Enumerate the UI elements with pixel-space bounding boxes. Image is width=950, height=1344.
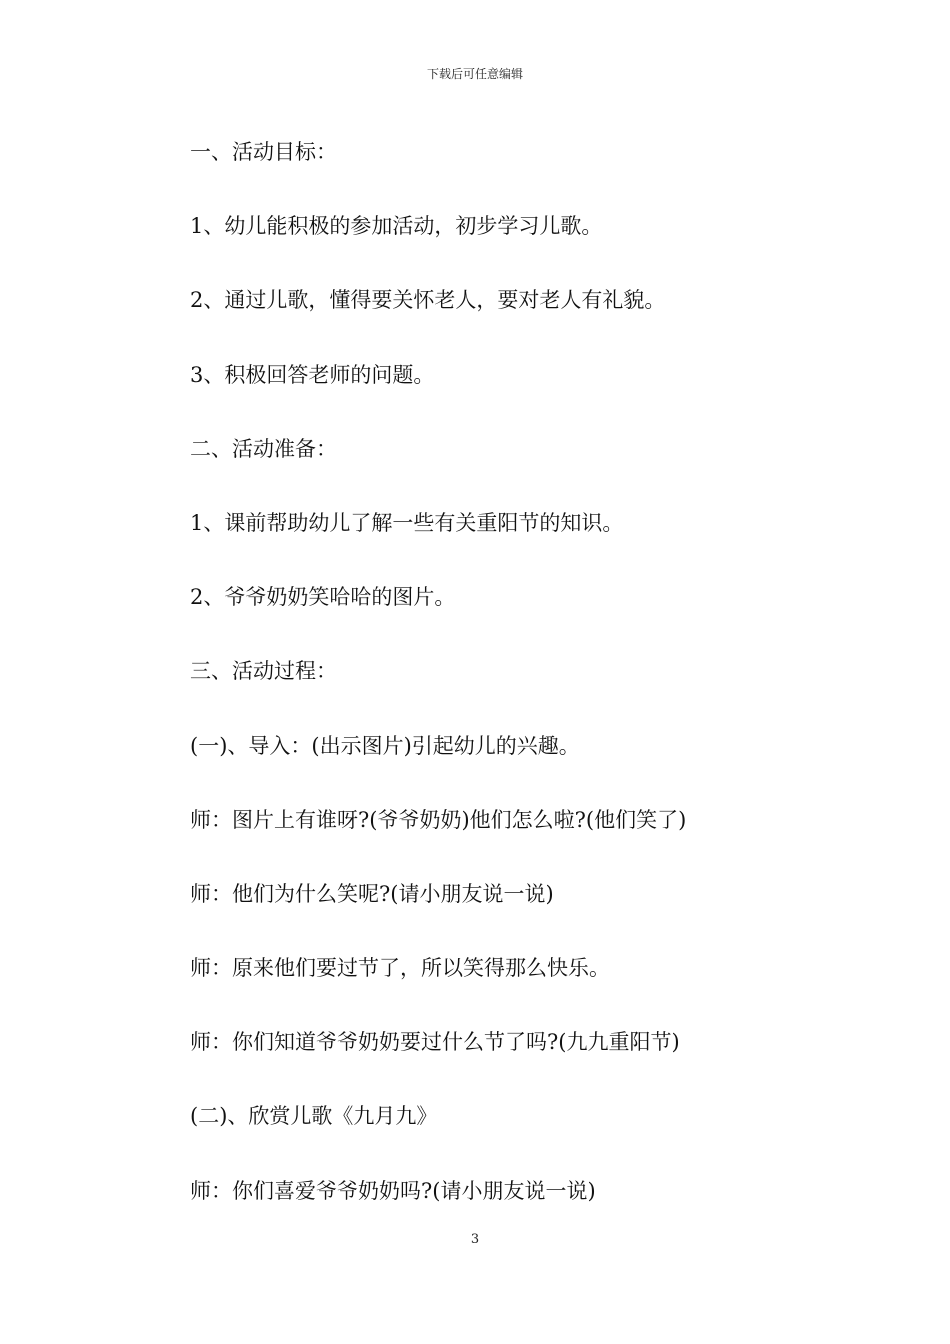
paragraph: 1、课前帮助幼儿了解一些有关重阳节的知识。 <box>190 510 624 535</box>
paragraph: 师：你们知道爷爷奶奶要过什么节了吗?(九九重阳节) <box>190 1030 680 1055</box>
page-number: 3 <box>470 1232 480 1247</box>
paragraph: 师：他们为什么笑呢?(请小朋友说一说) <box>190 881 554 906</box>
paragraph: 3、积极回答老师的问题。 <box>190 362 435 387</box>
paragraph: 2、通过儿歌，懂得要关怀老人，要对老人有礼貌。 <box>190 288 666 313</box>
section-heading-goals: 一、活动目标： <box>190 140 337 164</box>
paragraph: 师：你们喜爱爷爷奶奶吗?(请小朋友说一说) <box>190 1178 596 1203</box>
paragraph: 1、幼儿能积极的参加活动，初步学习儿歌。 <box>190 214 603 239</box>
section-heading-preparation: 二、活动准备： <box>190 436 337 461</box>
paragraph: (二)、欣赏儿歌《九月九》 <box>190 1104 438 1129</box>
page-header: 下载后可任意编辑 <box>426 67 523 81</box>
paragraph: (一)、导入：(出示图片)引起幼儿的兴趣。 <box>190 733 580 758</box>
section-heading-process: 三、活动过程： <box>190 659 337 684</box>
document-body <box>190 134 830 1247</box>
paragraph: 师：图片上有谁呀?(爷爷奶奶)他们怎么啦?(他们笑了) <box>190 807 687 832</box>
paragraph: 师：原来他们要过节了，所以笑得那么快乐。 <box>190 956 610 981</box>
paragraph: 2、爷爷奶奶笑哈哈的图片。 <box>190 585 456 610</box>
